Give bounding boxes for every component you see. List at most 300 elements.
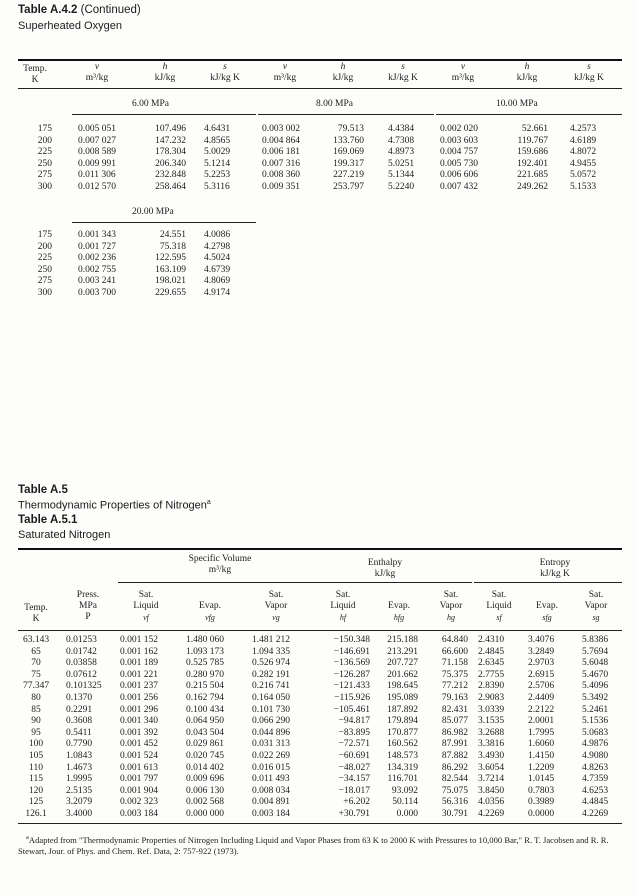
table-cell: 4.6431 [204, 124, 231, 134]
table-cell: 24.551 [159, 230, 186, 240]
table-cell: 0.216 741 [252, 681, 290, 692]
a5-rule-volume [118, 582, 322, 583]
table-cell: 2.2122 [528, 704, 555, 715]
table-a5-subtitle: Thermodynamic Properties of Nitrogen$^a$ [18, 499, 211, 512]
a5-col-sfg: Evap. sfg [536, 601, 558, 622]
table-cell: 0.101325 [66, 681, 102, 692]
table-cell: 126.1 [25, 808, 47, 819]
table-cell: 201.662 [387, 669, 418, 680]
table-cell: +30.791 [338, 808, 370, 819]
table-cell: −126.287 [333, 669, 370, 680]
a42-p20-s [204, 230, 230, 300]
a5-col-hg: Sat. Vapor hg [439, 590, 463, 622]
table-cell: 119.767 [517, 135, 548, 146]
table-cell: 3.4076 [528, 635, 555, 645]
table-cell: 4.9174 [204, 287, 231, 298]
table-cell: 70 [31, 658, 41, 669]
table-cell: 0.009 351 [262, 181, 300, 192]
table-a42-title: Table A.4.2 (Continued) [18, 4, 141, 16]
table-a42-subtitle: Superheated Oxygen [18, 20, 122, 32]
table-cell: 4.4384 [388, 124, 415, 134]
table-cell: +6.202 [343, 797, 370, 808]
a42-pressure-20: 20.00 MPa [132, 207, 174, 217]
table-cell: 0.003 700 [78, 287, 116, 298]
a42-p10-s [570, 124, 596, 194]
table-cell: 179.894 [387, 716, 418, 727]
table-cell: 77.212 [441, 681, 468, 692]
table-cell: 2.6915 [528, 669, 555, 680]
table-cell: 116.701 [387, 774, 418, 785]
table-cell: 0.003 603 [440, 135, 478, 146]
a5-hf-col [320, 635, 370, 821]
table-a5-top-rule [18, 548, 622, 550]
table-cell: 0.003 002 [262, 124, 300, 134]
table-cell: 4.9876 [582, 739, 609, 750]
a5-bottom-rule [18, 823, 622, 824]
table-cell: 87.991 [441, 739, 468, 750]
table-cell: 0.7803 [528, 785, 555, 796]
table-cell: 1.9995 [66, 774, 93, 785]
a42-p6-s [204, 124, 230, 194]
table-cell: 3.3816 [478, 739, 505, 750]
table-cell: 4.0086 [204, 230, 231, 240]
table-cell: 0.01253 [66, 635, 97, 645]
a42-temps [32, 124, 52, 194]
table-cell: 0.011 306 [78, 170, 116, 181]
table-a5-title: Table A.5 [18, 484, 68, 496]
table-cell: 4.2798 [204, 241, 231, 252]
table-cell: 0.001 797 [120, 774, 158, 785]
table-cell: 4.7359 [582, 774, 609, 785]
table-cell: 4.4845 [582, 797, 609, 808]
table-cell: 2.4409 [528, 692, 555, 703]
a5-rule-entropy [474, 582, 622, 583]
table-cell: 4.8565 [204, 135, 231, 146]
table-cell: 64.840 [441, 635, 468, 645]
table-cell: 0.016 015 [252, 762, 290, 773]
table-cell: 0.011 493 [252, 774, 290, 785]
table-cell: 195.089 [387, 692, 418, 703]
table-cell: 4.2269 [582, 808, 609, 819]
table-cell: 110 [29, 762, 43, 773]
table-cell: 0.000 000 [186, 808, 224, 819]
table-cell: 0.164 050 [252, 692, 290, 703]
a5-vf-col [120, 635, 158, 821]
a5-vfg-col [186, 635, 224, 821]
table-cell: −83.895 [338, 727, 370, 738]
table-cell: 5.3116 [204, 181, 230, 192]
table-cell: 0.282 191 [252, 669, 290, 680]
table-cell: 4.2269 [478, 808, 505, 819]
table-cell: 4.8069 [204, 276, 231, 287]
table-cell: 115 [29, 774, 43, 785]
table-cell: 160.562 [387, 739, 418, 750]
table-cell: 0.008 589 [78, 147, 116, 158]
table-cell: 1.7995 [528, 727, 555, 738]
table-cell: 0.029 861 [186, 739, 224, 750]
table-cell: 0.064 950 [186, 716, 224, 727]
a42-p8-h [318, 124, 364, 194]
table-cell: 77.347 [22, 681, 50, 692]
table-cell: 4.6253 [582, 785, 609, 796]
table-cell: 4.5024 [204, 253, 231, 264]
table-cell: 1.4150 [528, 750, 555, 761]
table-cell: 2.0001 [528, 716, 555, 727]
a5-vg-col [252, 635, 290, 821]
a42-p10-v [440, 124, 478, 194]
table-cell: 0.3989 [528, 797, 555, 808]
table-cell: 0.005 730 [440, 158, 478, 169]
table-cell: 4.8072 [570, 147, 597, 158]
table-cell: 120 [28, 785, 44, 796]
table-cell: 169.069 [333, 147, 364, 158]
table-cell: 1.6060 [528, 739, 555, 750]
table-cell: 125 [28, 797, 44, 808]
table-cell: 82.431 [441, 704, 468, 715]
table-cell: 30.791 [441, 808, 468, 819]
table-cell: 0.005 051 [78, 124, 116, 134]
a42-header-rule [18, 88, 622, 89]
table-cell: 0.001 452 [120, 739, 158, 750]
table-cell: 0.001 152 [120, 635, 158, 645]
table-cell: 5.3492 [582, 692, 609, 703]
a5-group-entropy: Entropy kJ/kg K [539, 558, 571, 579]
table-cell: 3.8450 [478, 785, 505, 796]
a5-col-vfg: Evap. vfg [199, 601, 221, 622]
table-cell: 2.4845 [478, 646, 505, 657]
table-cell: 258.464 [155, 181, 186, 192]
table-cell: 225 [37, 147, 52, 158]
table-cell: 85.077 [441, 716, 468, 727]
table-cell: 52.661 [521, 124, 548, 134]
table-cell: 0.2291 [66, 704, 93, 715]
table-cell: 0.022 269 [252, 750, 290, 761]
table-cell: 5.0572 [570, 170, 597, 181]
table-cell: 0.066 290 [252, 716, 290, 727]
table-cell: 0.004 757 [440, 147, 478, 158]
table-a51-title: Table A.5.1 [18, 514, 78, 526]
table-cell: 213.291 [387, 646, 418, 657]
table-cell: 0.014 402 [186, 762, 224, 773]
table-cell: 199.317 [333, 158, 364, 169]
table-cell: 275 [37, 170, 52, 181]
a42-p6-v [78, 124, 116, 194]
table-cell: 50.114 [392, 797, 418, 808]
table-cell: 87.882 [441, 750, 468, 761]
table-cell: 5.7694 [582, 646, 609, 657]
table-cell: 0.000 [396, 808, 418, 819]
a42-header-s-6: s kJ/kg K [210, 62, 240, 83]
table-cell: 187.892 [387, 704, 418, 715]
table-cell: 4.9080 [582, 750, 609, 761]
table-cell: 0.006 606 [440, 170, 478, 181]
table-cell: 163.109 [155, 264, 186, 275]
table-cell: 79.163 [441, 692, 468, 703]
a42-header-v-10: v m³/kg [451, 62, 475, 83]
table-cell: 1.481 212 [252, 635, 290, 645]
table-cell: 1.0145 [528, 774, 555, 785]
table-cell: 1.093 173 [186, 646, 224, 657]
table-cell: 0.01742 [66, 646, 97, 657]
table-cell: 159.686 [517, 147, 548, 158]
a5-col-press: Press. MPa P [76, 590, 100, 622]
a42-header-s-10: s kJ/kg K [574, 62, 604, 83]
table-cell: 0.002 020 [440, 124, 478, 134]
table-cell: 134.319 [387, 762, 418, 773]
a5-footnote: $^a$Adapted from "Thermodynamic Properties of Nitrogen Including Liquid and Vapor Phases from 63 K to 2000 K with Pressures to 10,000 Bar," R. T. Jacobsen and R. R. Stewart, Jour. of Phys. and Chem. Ref. Data, 2: 757-922 (1973). [18, 834, 609, 856]
table-cell: −136.569 [333, 658, 370, 669]
a5-rule-enthalpy [322, 582, 472, 583]
table-cell: 3.1535 [478, 716, 505, 727]
table-cell: 0.162 794 [186, 692, 224, 703]
a42-header-temp: Temp. K [23, 64, 47, 85]
table-cell: 0.001 162 [120, 646, 158, 657]
table-cell: 0.07612 [66, 669, 97, 680]
table-cell: 90 [31, 716, 41, 727]
table-cell: 80 [31, 692, 41, 703]
a5-sfg-col [528, 635, 554, 821]
a5-group-enthalpy: Enthalpy kJ/kg [367, 558, 403, 579]
table-cell: 0.003 241 [78, 276, 116, 287]
table-cell: 0.006 130 [186, 785, 224, 796]
table-cell: 0.526 974 [252, 658, 290, 669]
table-cell: 0.001 340 [120, 716, 158, 727]
table-cell: 95 [31, 727, 41, 738]
table-cell: 5.0251 [388, 158, 415, 169]
table-cell: 66.600 [441, 646, 468, 657]
table-cell: 5.0683 [582, 727, 609, 738]
a42-p8-v [262, 124, 300, 194]
table-cell: 5.6048 [582, 658, 609, 669]
table-cell: 105 [28, 750, 44, 761]
table-cell: 0.043 504 [186, 727, 224, 738]
table-cell: 4.8263 [582, 762, 609, 773]
table-cell: 215.188 [387, 635, 418, 645]
table-cell: 3.2849 [528, 646, 555, 657]
table-cell: 0.031 313 [252, 739, 290, 750]
a5-col-vg: Sat. Vapor vg [264, 590, 288, 622]
table-cell: 0.044 896 [252, 727, 290, 738]
table-cell: 0.001 343 [78, 230, 116, 240]
table-cell: 0.006 181 [262, 147, 300, 158]
table-a42-top-rule [18, 59, 622, 61]
table-cell: 175 [37, 124, 52, 134]
a5-temp-col [14, 635, 58, 821]
table-cell: 178.304 [155, 147, 186, 158]
table-cell: 0.003 184 [252, 808, 290, 819]
table-cell: 4.6189 [570, 135, 597, 146]
table-cell: 79.513 [337, 124, 364, 134]
table-cell: 198.021 [155, 276, 186, 287]
table-cell: 207.727 [387, 658, 418, 669]
table-cell: 148.573 [387, 750, 418, 761]
table-cell: −115.926 [334, 692, 370, 703]
table-cell: 1.094 335 [252, 646, 290, 657]
a42-header-h-6: h kJ/kg [154, 62, 176, 83]
table-cell: 300 [37, 181, 52, 192]
table-cell: 0.03858 [66, 658, 97, 669]
table-cell: 0.007 432 [440, 181, 478, 192]
table-cell: 0.007 027 [78, 135, 116, 146]
table-cell: 0.3608 [66, 716, 93, 727]
a5-hg-col [430, 635, 468, 821]
table-cell: 3.2079 [66, 797, 93, 808]
table-cell: 2.4310 [478, 635, 505, 645]
table-cell: 2.9083 [478, 692, 505, 703]
table-cell: 5.1536 [582, 716, 609, 727]
table-cell: 65 [31, 646, 41, 657]
table-cell: 5.8386 [582, 635, 609, 645]
a42-header-v-6: v m³/kg [85, 62, 109, 83]
table-cell: 0.004 891 [252, 797, 290, 808]
table-cell: 0.009 696 [186, 774, 224, 785]
a42-header-s-8: s kJ/kg K [388, 62, 418, 83]
table-cell: 5.1344 [388, 170, 415, 181]
table-cell: 4.8973 [388, 147, 415, 158]
table-cell: 5.2240 [388, 181, 415, 192]
table-cell: 86.292 [441, 762, 468, 773]
table-cell: 3.2688 [478, 727, 505, 738]
table-cell: 0.1370 [66, 692, 93, 703]
table-cell: 5.2253 [204, 170, 231, 181]
table-cell: 0.012 570 [78, 181, 116, 192]
table-cell: 192.401 [517, 158, 548, 169]
table-cell: 229.655 [155, 287, 186, 298]
table-cell: 0.215 504 [186, 681, 224, 692]
table-cell: 206.340 [155, 158, 186, 169]
table-cell: 4.9455 [570, 158, 597, 169]
table-cell: 0.001 256 [120, 692, 158, 703]
a42-p20-h [140, 230, 186, 300]
a5-group-specific-volume: Specific Volume m³/kg [188, 554, 252, 575]
table-cell: 1.0843 [66, 750, 93, 761]
table-cell: 0.002 755 [78, 264, 116, 275]
a42-pressure-6: 6.00 MPa [132, 99, 169, 109]
table-cell: −105.461 [333, 704, 370, 715]
table-cell: 0.002 236 [78, 253, 116, 264]
table-cell: 0.004 864 [262, 135, 300, 146]
a5-col-sg: Sat. Vapor sg [584, 590, 608, 622]
table-cell: 2.6345 [478, 658, 505, 669]
table-cell: 221.685 [517, 170, 548, 181]
a5-col-hfg: Evap. hfg [388, 601, 410, 622]
table-cell: 0.020 745 [186, 750, 224, 761]
table-cell: 250 [37, 264, 52, 275]
table-cell: 4.6739 [204, 264, 231, 275]
table-cell: 0.001 237 [120, 681, 158, 692]
table-cell: −18.017 [338, 785, 370, 796]
table-cell: 0.001 904 [120, 785, 158, 796]
table-cell: 93.092 [391, 785, 418, 796]
table-cell: 0.001 189 [120, 658, 158, 669]
a42-rule-20 [72, 222, 256, 223]
table-cell: 0.5411 [66, 727, 92, 738]
a5-press-col [66, 635, 102, 821]
table-cell: 3.4930 [478, 750, 505, 761]
a42-pressure-8: 8.00 MPa [316, 99, 353, 109]
table-cell: 107.496 [155, 124, 186, 134]
table-cell: 5.1533 [570, 181, 597, 192]
table-cell: 3.6054 [478, 762, 505, 773]
a5-header-rule [18, 630, 622, 631]
table-cell: 0.280 970 [186, 669, 224, 680]
table-cell: 0.001 524 [120, 750, 158, 761]
a42-header-h-10: h kJ/kg [516, 62, 538, 83]
table-cell: 249.262 [517, 181, 548, 192]
table-cell: 133.760 [333, 135, 364, 146]
table-cell: 170.877 [387, 727, 418, 738]
table-cell: 122.595 [155, 253, 186, 264]
table-cell: 5.2461 [582, 704, 609, 715]
table-cell: 0.7790 [66, 739, 93, 750]
a42-header-h-8: h kJ/kg [332, 62, 354, 83]
table-cell: 5.1214 [204, 158, 231, 169]
table-cell: 0.101 730 [252, 704, 290, 715]
table-a51-subtitle: Saturated Nitrogen [18, 529, 111, 541]
table-cell: 75.375 [441, 669, 468, 680]
table-cell: −121.433 [333, 681, 370, 692]
table-cell: 300 [37, 287, 52, 298]
table-cell: 0.009 991 [78, 158, 116, 169]
table-cell: −72.571 [338, 739, 370, 750]
table-cell: 227.219 [333, 170, 364, 181]
table-cell: 0.100 434 [186, 704, 224, 715]
table-cell: 2.8390 [478, 681, 505, 692]
table-cell: 2.5135 [66, 785, 93, 796]
table-cell: 0.008 034 [252, 785, 290, 796]
table-cell: 85 [31, 704, 41, 715]
a5-col-sf: Sat. Liquid sf [486, 590, 512, 622]
a42-p10-h [502, 124, 548, 194]
a5-col-temp: Temp. K [24, 603, 48, 624]
table-cell: 0.001 727 [78, 241, 116, 252]
table-cell: 0.003 184 [120, 808, 158, 819]
table-cell: 71.158 [441, 658, 468, 669]
table-cell: 63.143 [22, 635, 50, 645]
table-cell: 147.232 [155, 135, 186, 146]
table-cell: 0.0000 [528, 808, 555, 819]
a5-hfg-col [376, 635, 418, 821]
table-cell: 5.4096 [582, 681, 609, 692]
table-cell: 2.5706 [528, 681, 555, 692]
a42-temps-20 [32, 230, 52, 300]
table-cell: 225 [37, 253, 52, 264]
table-cell: 1.2209 [528, 762, 555, 773]
a42-rule-8 [258, 114, 434, 115]
a42-p6-h [140, 124, 186, 194]
a42-pressure-10: 10.00 MPa [496, 99, 538, 109]
table-cell: 198.645 [387, 681, 418, 692]
table-cell: 200 [37, 241, 52, 252]
a42-p20-v [78, 230, 116, 300]
table-cell: −34.157 [338, 774, 370, 785]
table-cell: 100 [28, 739, 44, 750]
a42-rule-6 [72, 114, 256, 115]
table-cell: −60.691 [338, 750, 370, 761]
a42-header-v-8: v m³/kg [273, 62, 297, 83]
table-cell: 0.525 785 [186, 658, 224, 669]
table-cell: 75 [31, 669, 41, 680]
table-cell: 3.0339 [478, 704, 505, 715]
table-cell: 0.007 316 [262, 158, 300, 169]
a42-rule-10 [436, 114, 622, 115]
table-cell: 200 [37, 135, 52, 146]
table-cell: 56.316 [441, 797, 468, 808]
table-cell: 0.008 360 [262, 170, 300, 181]
table-cell: 232.848 [155, 170, 186, 181]
a5-col-vf: Sat. Liquid vf [133, 590, 159, 622]
table-cell: 0.001 296 [120, 704, 158, 715]
